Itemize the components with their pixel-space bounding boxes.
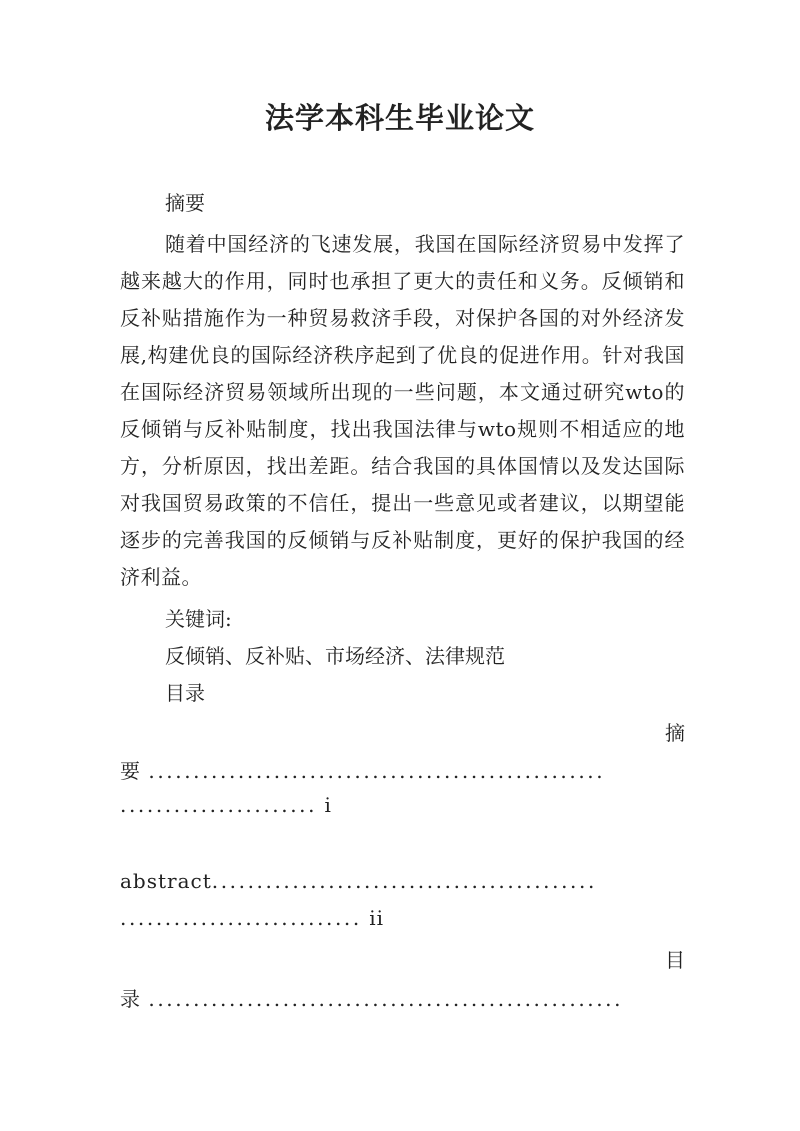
keywords-heading: 关键词: <box>165 607 232 631</box>
toc-heading: 目录 <box>165 681 205 705</box>
toc-entry-title: 录 <box>120 987 141 1011</box>
toc-leader-dots: ..................................................... <box>148 987 624 1011</box>
toc-leader-dots: ................................................... <box>148 759 606 783</box>
toc-entry-abstract-cn-title-first[interactable]: 摘 <box>665 721 685 745</box>
toc-entry-title: abstract <box>120 869 212 893</box>
toc-page-number: i <box>324 793 332 817</box>
toc-leader-dots: ........................... <box>120 906 362 930</box>
toc-leader-dots: ...................... <box>120 793 318 817</box>
toc-entry-abstract-cn[interactable] <box>120 755 685 784</box>
toc-entry-contents-title-first[interactable]: 目 <box>665 948 685 972</box>
toc-entry-abstract-cn-line2[interactable] <box>120 793 685 817</box>
abstract-heading: 摘要 <box>165 191 205 215</box>
toc-entry-abstract-en[interactable] <box>120 869 685 893</box>
keywords-list: 反倾销、反补贴、市场经济、法律规范 <box>165 644 505 668</box>
toc-entry-title: 要 <box>120 759 141 783</box>
document-title: 法学本科生毕业论文 <box>264 101 535 135</box>
toc-entry-contents[interactable] <box>120 983 685 1012</box>
toc-page-number: ii <box>369 906 385 930</box>
abstract-body: 随着中国经济的飞速发展，我国在国际经济贸易中发挥了越来越大的作用，同时也承担了更大的责任和义务。反倾销和反补贴措施作为一种贸易救济手段，对保护各国的对外经济发展,构建优良的国际经济秩序起到了优良的促进作用。针对我国在国际经济贸易领域所出现的一些问题，本文通过研究wto的反倾销与反补贴制度，找出我国法律与wto规则不相适应的地方，分析原因，找出差距。结合我国的具体国情以及发达国际对我国贸易政策的不信任，提出一些意见或者建议，以期望能逐步的完善我国的反倾销与反补贴制度，更好的保护我国的经济利益。 <box>120 232 685 589</box>
toc-entry-abstract-en-line2[interactable] <box>120 906 685 930</box>
toc-leader-dots: ........................................... <box>211 869 597 893</box>
